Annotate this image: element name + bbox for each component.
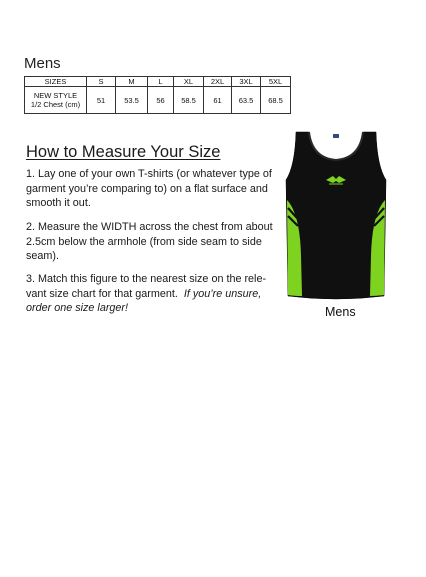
value-cell-5xl: 68.5 bbox=[261, 87, 291, 114]
mens-singlet-image bbox=[282, 128, 390, 303]
step-3-text bbox=[26, 272, 276, 316]
row-label-cell bbox=[25, 87, 87, 114]
section-title: Mens bbox=[24, 55, 61, 72]
header-cell-xl: XL bbox=[174, 77, 204, 87]
how-to-heading: How to Measure Your Size bbox=[26, 143, 221, 161]
step-3-line: 3. Match this figure to the nearest size on the rele- bbox=[26, 273, 267, 285]
step-2-line: 2. Measure the WIDTH across the chest from about bbox=[26, 221, 273, 233]
step-1-line: garment you’re comparing to) on a flat surface and bbox=[26, 182, 268, 195]
step-1-line: 1. Lay one of your own T-shirts (or whatever type of bbox=[26, 168, 272, 180]
step-1-line: smooth it out. bbox=[26, 197, 91, 209]
step-2-line: 2.5cm below the armhole (from side seam to side bbox=[26, 235, 262, 248]
size-chart-table bbox=[24, 76, 291, 114]
image-caption: Mens bbox=[325, 305, 356, 319]
order-larger-tip: order one size larger! bbox=[26, 302, 129, 314]
step-2-text bbox=[26, 220, 276, 264]
header-cell-m: M bbox=[116, 77, 148, 87]
size-header-row bbox=[25, 77, 291, 87]
header-cell-s: S bbox=[87, 77, 116, 87]
row-label-line-2: 1/2 Chest (cm) bbox=[30, 100, 81, 109]
step-3-line: vant size chart for that garment. bbox=[26, 287, 178, 300]
unsure-tip: If you’re unsure, bbox=[183, 287, 262, 300]
value-cell-2xl: 61 bbox=[204, 87, 232, 114]
neck-label bbox=[333, 134, 339, 138]
header-cell-3xl: 3XL bbox=[232, 77, 261, 87]
row-label-line-1: NEW STYLE bbox=[33, 91, 78, 100]
value-cell-3xl: 63.5 bbox=[232, 87, 261, 114]
step-3-line-with-tip bbox=[26, 287, 276, 302]
header-cell-5xl: 5XL bbox=[261, 77, 291, 87]
value-cell-s: 51 bbox=[87, 87, 116, 114]
header-cell-2xl: 2XL bbox=[204, 77, 232, 87]
header-cell-l: L bbox=[148, 77, 174, 87]
step-2-line: seam). bbox=[26, 250, 59, 262]
header-cell-sizes: SIZES bbox=[25, 77, 87, 87]
value-cell-m: 53.5 bbox=[116, 87, 148, 114]
value-cell-xl: 58.5 bbox=[174, 87, 204, 114]
step-1-text bbox=[26, 167, 276, 211]
chest-measure-row bbox=[25, 87, 291, 114]
value-cell-l: 56 bbox=[148, 87, 174, 114]
